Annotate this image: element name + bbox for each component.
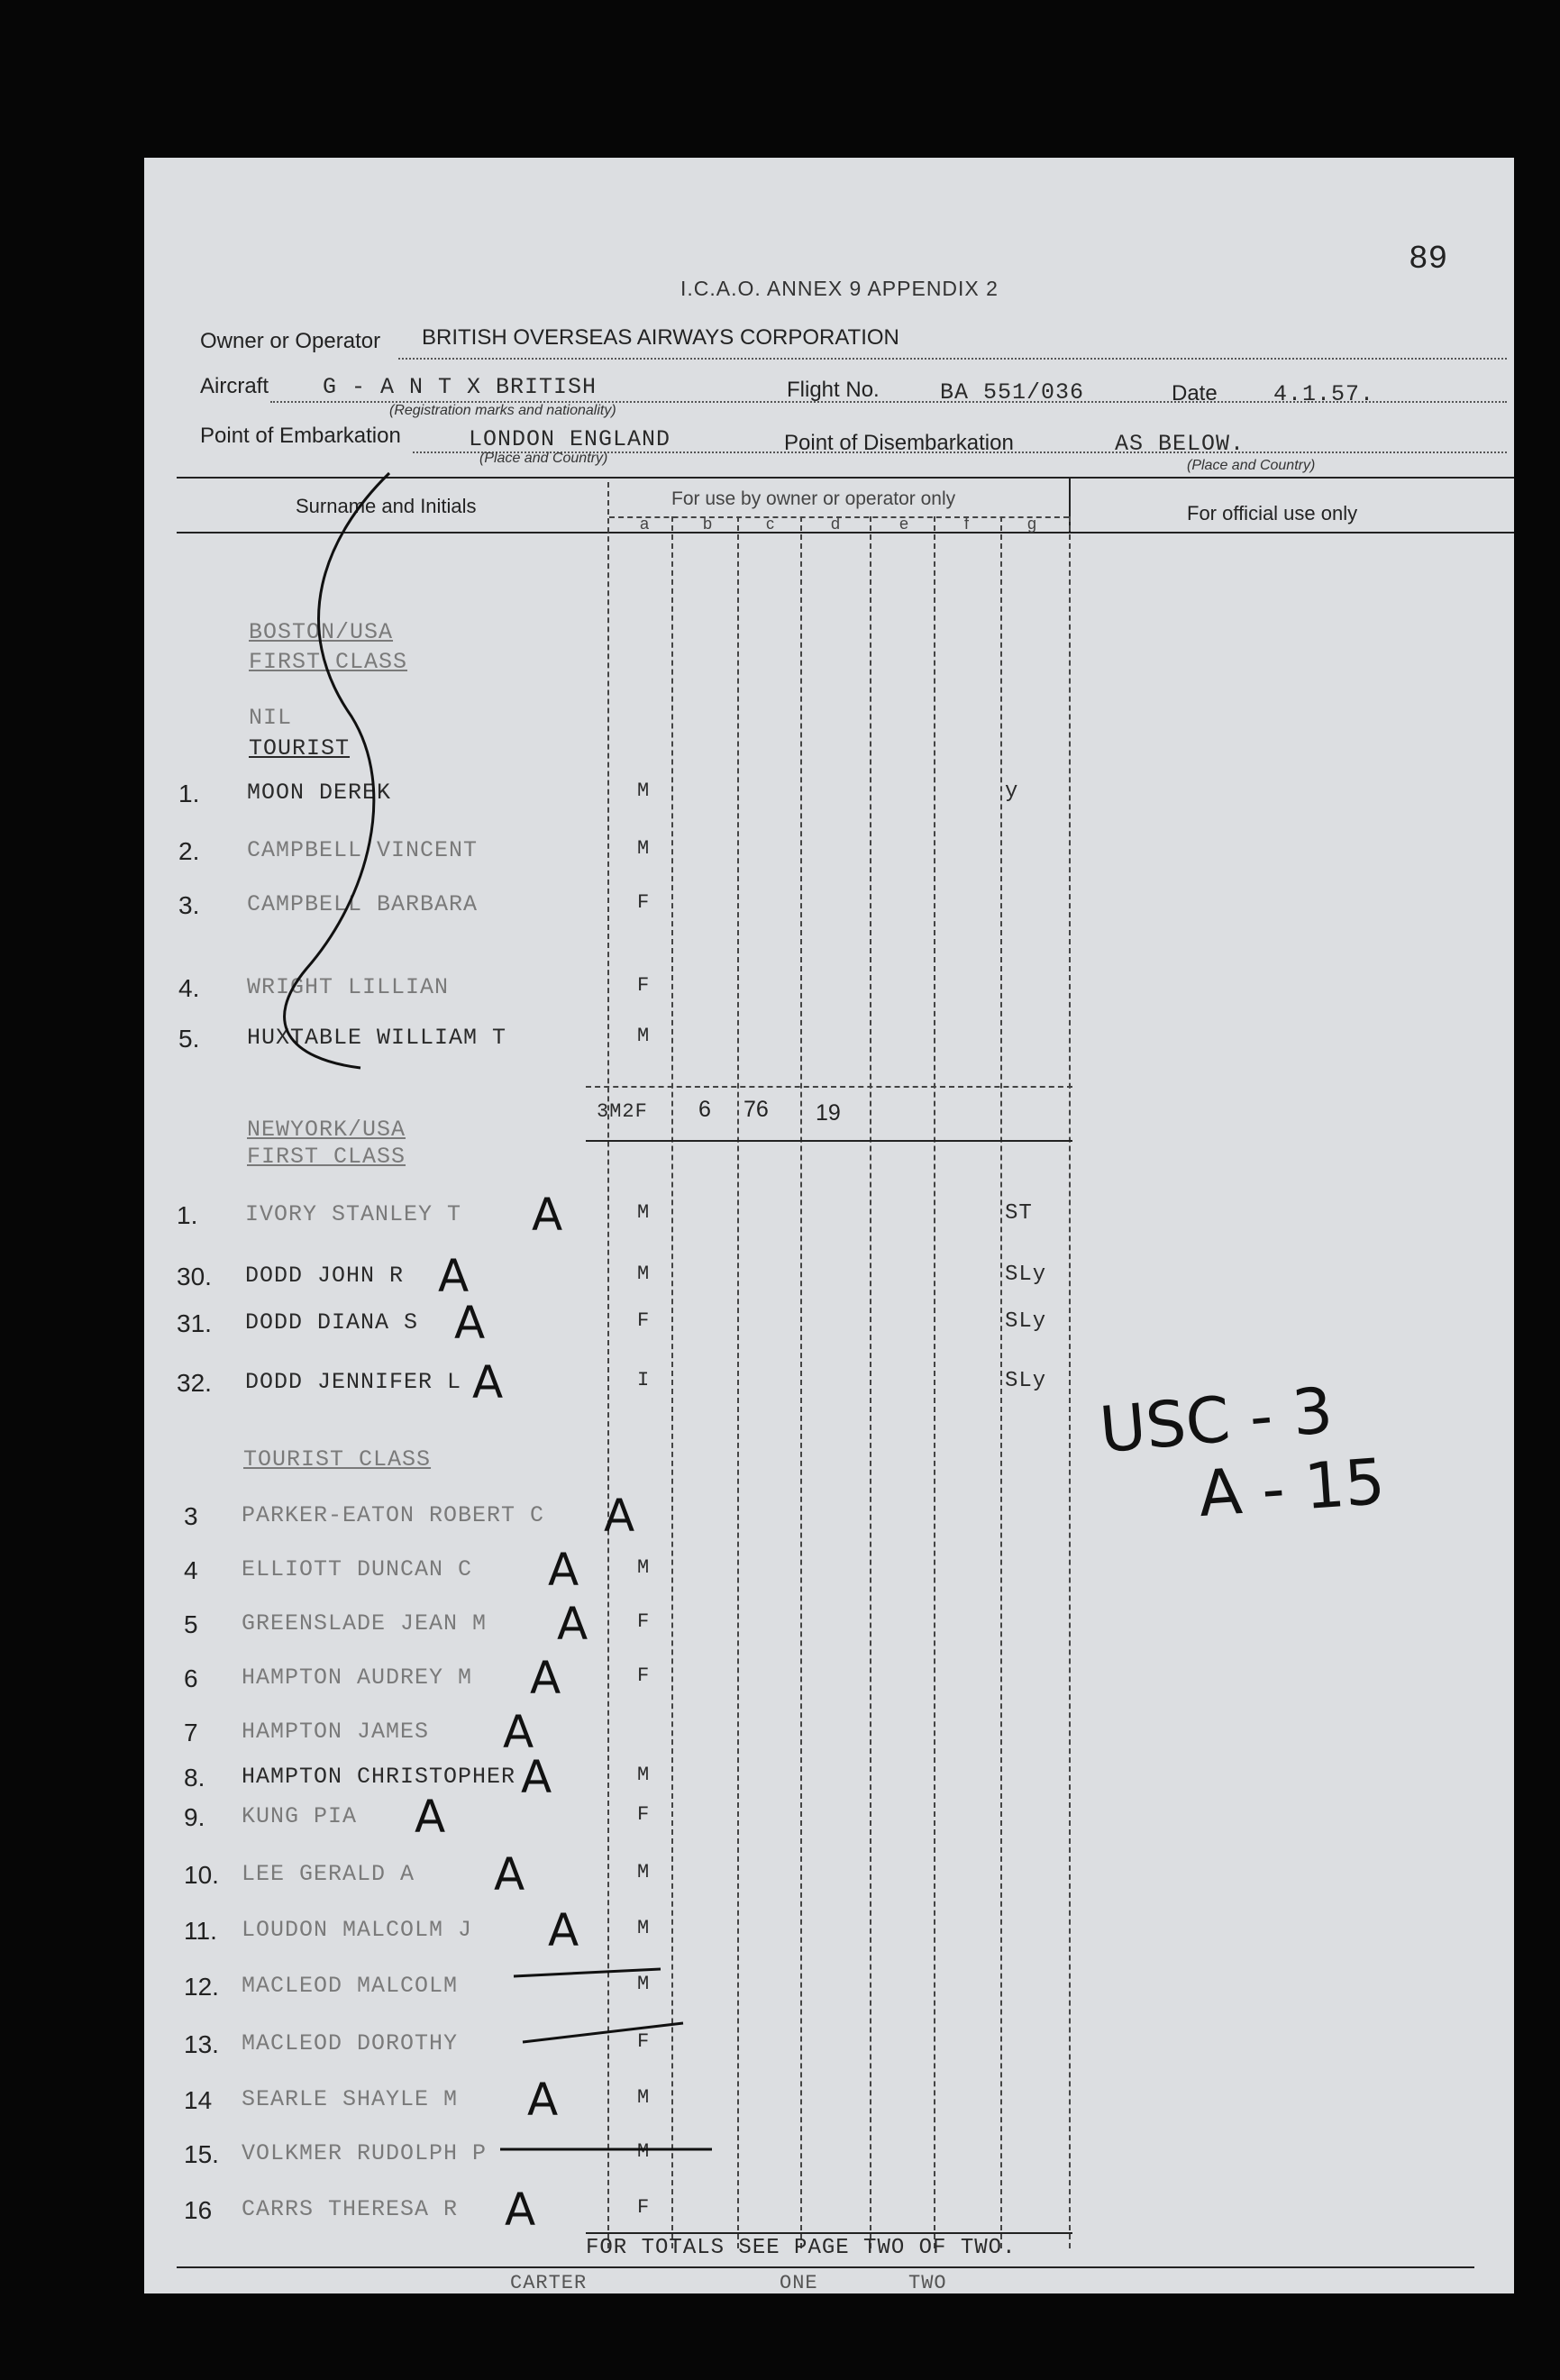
passenger-name: WRIGHT LILLIAN <box>247 974 450 1000</box>
approval-mark: A <box>530 1652 561 1704</box>
page-number: 89 <box>1409 241 1448 278</box>
row-number: 3 <box>184 1502 198 1530</box>
passenger-sex: F <box>637 1664 651 1687</box>
approval-mark: A <box>548 1544 579 1596</box>
passenger-name: CAMPBELL VINCENT <box>247 837 479 863</box>
row-number: 3. <box>178 891 200 919</box>
approval-mark: A <box>532 1189 563 1241</box>
passenger-sex: M <box>637 780 651 802</box>
passenger-sex: F <box>637 2030 651 2053</box>
passenger-sex: F <box>637 2196 651 2219</box>
passenger-name: LOUDON MALCOLM J <box>242 1917 473 1943</box>
form-title: I.C.A.O. ANNEX 9 APPENDIX 2 <box>680 277 999 300</box>
flight-label: Flight No. <box>787 378 880 402</box>
row-number: 4 <box>184 1556 198 1584</box>
passenger-sex: F <box>637 1610 651 1633</box>
passenger-sex: M <box>637 1025 651 1047</box>
approval-mark: A <box>521 1751 552 1803</box>
column-g-value: SLy <box>1005 1309 1047 1334</box>
disembark-note: (Place and Country) <box>1187 458 1316 473</box>
passenger-sex: F <box>637 891 651 914</box>
row-number: 7 <box>184 1719 198 1746</box>
passenger-name: GREENSLADE JEAN M <box>242 1610 488 1637</box>
passenger-name: HAMPTON JAMES <box>242 1719 430 1745</box>
passenger-sex: M <box>637 837 651 860</box>
disembark-label: Point of Disembarkation <box>784 431 1014 455</box>
passenger-sex: F <box>637 1309 651 1332</box>
passenger-name: MACLEOD MALCOLM <box>242 1973 459 1999</box>
passenger-sex: M <box>637 1263 651 1285</box>
footer-totals: FOR TOTALS SEE PAGE TWO OF TWO. <box>586 2236 1017 2260</box>
column-g-value: SLy <box>1005 1263 1047 1287</box>
passenger-name: MOON DEREK <box>247 780 392 806</box>
passenger-name: VOLKMER RUDOLPH P <box>242 2140 488 2166</box>
approval-mark: A <box>604 1490 635 1542</box>
col-d: d <box>831 515 841 533</box>
row-number: 15. <box>184 2140 219 2168</box>
approval-mark: A <box>503 1706 534 1758</box>
newyork-heading: NEWYORK/USA <box>247 1117 406 1143</box>
row-number: 2. <box>178 837 200 865</box>
row-number: 5 <box>184 1610 198 1638</box>
aircraft-label: Aircraft <box>200 374 269 398</box>
boston-tourist: TOURIST <box>249 735 351 761</box>
passenger-name: MACLEOD DOROTHY <box>242 2030 459 2056</box>
approval-mark: A <box>548 1904 579 1956</box>
col-a: a <box>640 515 650 533</box>
passenger-name: DODD JENNIFER L <box>245 1369 462 1395</box>
passenger-name: IVORY STANLEY T <box>245 1201 462 1227</box>
row-number: 6 <box>184 1664 198 1692</box>
disembark-value: AS BELOW. <box>1115 431 1245 457</box>
column-g-value: y <box>1005 780 1019 804</box>
row-number: 4. <box>178 974 200 1002</box>
row-number: 10. <box>184 1861 219 1889</box>
passenger-name: DODD JOHN R <box>245 1263 405 1289</box>
passenger-name: DODD DIANA S <box>245 1309 419 1336</box>
row-number: 16 <box>184 2196 213 2224</box>
registration-note: (Registration marks and nationality) <box>389 403 616 418</box>
manifest-sheet <box>144 158 1514 2293</box>
passenger-name: CARRS THERESA R <box>242 2196 459 2222</box>
subtotal-a: 3M2F <box>597 1100 648 1123</box>
passenger-sex: M <box>637 1556 651 1579</box>
row-number: 30. <box>177 1263 212 1290</box>
aircraft-value: G - A N T X BRITISH <box>323 374 598 400</box>
col-owner-use: For use by owner or operator only <box>671 488 956 509</box>
row-number: 1. <box>177 1201 198 1229</box>
passenger-sex: M <box>637 2086 651 2109</box>
newyork-tourist-class: TOURIST CLASS <box>243 1446 432 1473</box>
row-number: 12. <box>184 1973 219 2001</box>
subtotal-c: 76 <box>744 1097 769 1122</box>
passenger-sex: F <box>637 974 651 997</box>
passenger-name: LEE GERALD A <box>242 1861 415 1887</box>
col-c: c <box>766 515 774 533</box>
passenger-sex: I <box>637 1369 651 1391</box>
passenger-sex: M <box>637 1764 651 1786</box>
embark-label: Point of Embarkation <box>200 424 401 448</box>
boston-nil: NIL <box>249 705 293 731</box>
approval-mark: A <box>494 1848 525 1901</box>
passenger-name: HUXTABLE WILLIAM T <box>247 1025 507 1051</box>
subtotal-b: 6 <box>698 1097 711 1122</box>
approval-mark: A <box>438 1250 470 1302</box>
passenger-sex: M <box>637 1917 651 1939</box>
row-number: 14 <box>184 2086 213 2114</box>
approval-mark: A <box>505 2184 536 2236</box>
row-number: 5. <box>178 1025 200 1053</box>
official-note-2: A - 15 <box>1196 1444 1388 1532</box>
row-number: 11. <box>184 1917 217 1945</box>
passenger-sex: M <box>637 2140 651 2163</box>
passenger-name: ELLIOTT DUNCAN C <box>242 1556 473 1582</box>
col-official: For official use only <box>1187 502 1358 524</box>
boston-first-class: FIRST CLASS <box>249 649 408 675</box>
passenger-name: SEARLE SHAYLE M <box>242 2086 459 2112</box>
row-number: 1. <box>178 780 200 807</box>
col-surname: Surname and Initials <box>296 495 477 517</box>
subtotal-d: 19 <box>816 1100 841 1126</box>
row-number: 31. <box>177 1309 212 1337</box>
footer-page: ONE <box>780 2272 818 2294</box>
column-g-value: SLy <box>1005 1369 1047 1393</box>
row-number: 8. <box>184 1764 205 1792</box>
col-g: g <box>1027 515 1037 533</box>
newyork-first-class: FIRST CLASS <box>247 1144 406 1170</box>
embark-note: (Place and Country) <box>479 451 608 466</box>
approval-mark: A <box>472 1356 504 1409</box>
footer-of: TWO <box>908 2272 947 2294</box>
cancel-stroke <box>144 158 1514 2293</box>
boston-heading: BOSTON/USA <box>249 619 394 645</box>
row-number: 32. <box>177 1369 212 1397</box>
approval-mark: A <box>557 1598 588 1650</box>
date-label: Date <box>1172 381 1218 406</box>
col-b: b <box>703 515 713 533</box>
passenger-name: HAMPTON AUDREY M <box>242 1664 473 1691</box>
embark-value: LONDON ENGLAND <box>469 426 671 452</box>
passenger-name: CAMPBELL BARBARA <box>247 891 479 917</box>
footer-sign: CARTER <box>510 2272 588 2294</box>
row-number: 9. <box>184 1803 205 1831</box>
date-value: 4.1.57. <box>1273 381 1375 407</box>
passenger-name: HAMPTON CHRISTOPHER <box>242 1764 516 1790</box>
passenger-sex: M <box>637 1861 651 1883</box>
passenger-sex: M <box>637 1201 651 1224</box>
owner-label: Owner or Operator <box>200 329 381 353</box>
flight-value: BA 551/036 <box>940 379 1085 406</box>
col-e: e <box>899 515 909 533</box>
passenger-sex: F <box>637 1803 651 1826</box>
approval-mark: A <box>415 1791 446 1843</box>
column-g-value: ST <box>1005 1201 1033 1226</box>
row-number: 13. <box>184 2030 219 2058</box>
approval-mark: A <box>527 2074 559 2126</box>
passenger-sex: M <box>637 1973 651 1995</box>
official-note-1: USC - 3 <box>1096 1372 1336 1468</box>
col-f: f <box>964 515 970 533</box>
approval-mark: A <box>454 1297 486 1349</box>
owner-value: BRITISH OVERSEAS AIRWAYS CORPORATION <box>422 325 899 350</box>
passenger-name: PARKER-EATON ROBERT C <box>242 1502 545 1528</box>
passenger-name: KUNG PIA <box>242 1803 358 1829</box>
